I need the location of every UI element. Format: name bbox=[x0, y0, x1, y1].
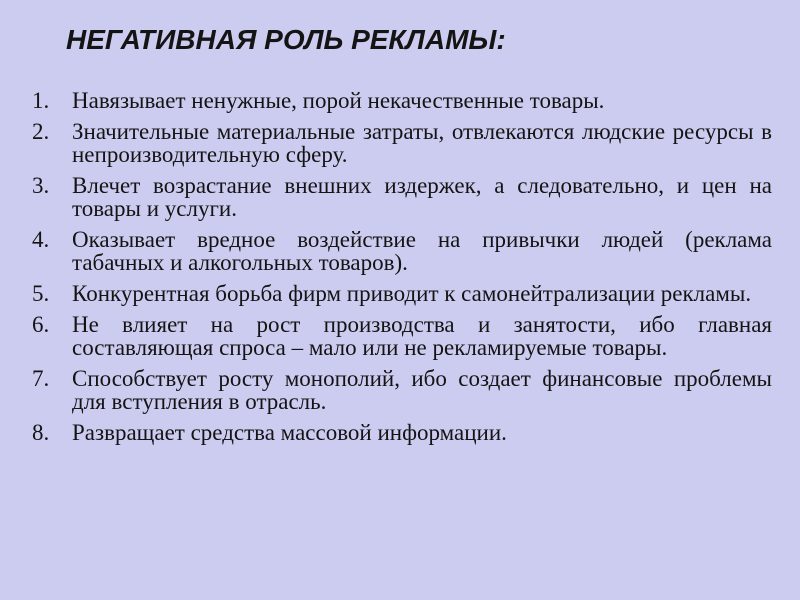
item-number: 5. bbox=[32, 281, 50, 306]
item-text: Навязывает ненужные, порой некачественные товары. bbox=[72, 88, 605, 113]
item-text: Оказывает вредное воздействие на привычки людей (реклама табачных и алкогольных товаров). bbox=[72, 227, 772, 275]
item-text: Влечет возрастание внешних издержек, а следовательно, и цен на товары и услуги. bbox=[72, 173, 772, 221]
item-number: 6. bbox=[32, 312, 50, 337]
item-number: 8. bbox=[32, 420, 50, 445]
list-item bbox=[32, 89, 772, 112]
list-item bbox=[32, 120, 772, 166]
item-text: Способствует росту монополий, ибо создает финансовые проблемы для вступления в отрасль. bbox=[72, 366, 772, 414]
item-number: 1. bbox=[32, 88, 50, 113]
item-text: Развращает средства массовой информации. bbox=[72, 420, 507, 445]
item-number: 7. bbox=[32, 366, 50, 391]
slide-title: НЕГАТИВНАЯ РОЛЬ РЕКЛАМЫ: bbox=[66, 24, 506, 55]
item-number: 3. bbox=[32, 173, 50, 198]
negative-roles-list bbox=[32, 89, 772, 444]
item-number: 2. bbox=[32, 119, 50, 144]
list-item bbox=[32, 228, 772, 274]
item-number: 4. bbox=[32, 227, 50, 252]
item-text: Значительные материальные затраты, отвлекаются людские ресурсы в непроизводительную сферу. bbox=[72, 119, 772, 167]
item-text: Конкурентная борьба фирм приводит к самонейтрализации рекламы. bbox=[72, 281, 752, 306]
list-item bbox=[32, 421, 772, 444]
list-item bbox=[32, 313, 772, 359]
list-item bbox=[32, 174, 772, 220]
list-item bbox=[32, 367, 772, 413]
item-text: Не влияет на рост производства и занятости, ибо главная составляющая спроса – мало или не рекламируемые товары. bbox=[72, 312, 772, 360]
list-item bbox=[32, 282, 772, 305]
